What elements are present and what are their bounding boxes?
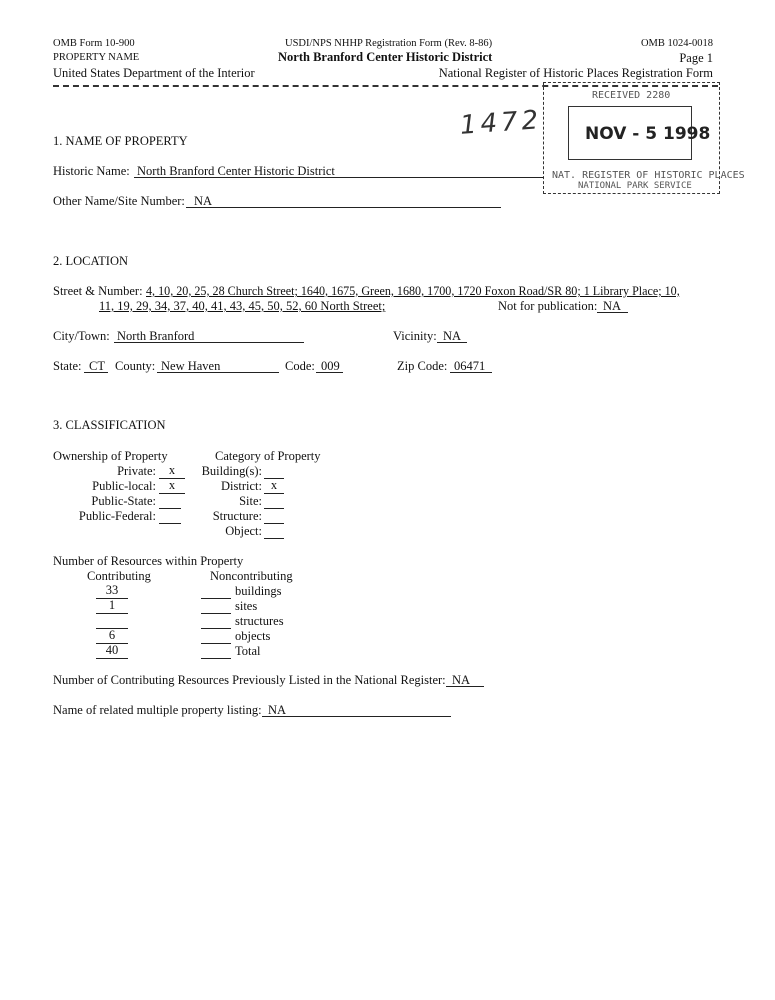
omb-form-number: OMB Form 10-900 bbox=[53, 38, 135, 49]
not-for-publication-line bbox=[597, 312, 628, 313]
state-value: CT bbox=[89, 359, 105, 373]
resource-type-sites: sites bbox=[235, 599, 258, 613]
street-line2: 11, 19, 29, 34, 37, 40, 41, 43, 45, 50, 52, 60 North Street; bbox=[99, 299, 386, 313]
resource-contributing-buildings: 33 bbox=[96, 584, 128, 599]
city-line bbox=[114, 342, 304, 343]
category-value-structure bbox=[264, 509, 284, 524]
resource-noncontributing-buildings bbox=[201, 584, 231, 599]
county-line bbox=[157, 372, 279, 373]
department-label: United States Department of the Interior bbox=[53, 66, 255, 80]
zip-value: 06471 bbox=[454, 359, 486, 373]
state-label: State: bbox=[53, 359, 82, 373]
resource-noncontributing-total bbox=[201, 644, 231, 659]
omb-control-number: OMB 1024-0018 bbox=[640, 38, 713, 49]
previously-listed-value: NA bbox=[452, 673, 471, 687]
code-line bbox=[316, 372, 343, 373]
other-name-value: NA bbox=[194, 194, 213, 208]
county-label: County: bbox=[115, 359, 156, 373]
resource-contributing-structures bbox=[96, 614, 128, 629]
resource-type-buildings: buildings bbox=[235, 584, 282, 598]
page-number: Page 1 bbox=[679, 51, 713, 65]
stamp-received: RECEIVED 2280 bbox=[592, 90, 671, 101]
section1-heading: 1. NAME OF PROPERTY bbox=[53, 134, 188, 148]
not-for-publication-label: Not for publication: bbox=[498, 299, 598, 313]
ownership-value-public-state bbox=[159, 494, 181, 509]
stamp-line2: NATIONAL PARK SERVICE bbox=[578, 181, 692, 191]
code-label: Code: bbox=[285, 359, 315, 373]
category-label-district: District: bbox=[221, 479, 262, 493]
resource-contributing-total: 40 bbox=[96, 644, 128, 659]
handwritten-number: 1472 bbox=[459, 105, 544, 141]
district-title: North Branford Center Historic District bbox=[278, 50, 493, 64]
section2-heading: 2. LOCATION bbox=[53, 254, 128, 268]
resource-contributing-sites: 1 bbox=[96, 599, 128, 614]
category-heading: Category of Property bbox=[215, 449, 321, 463]
city-value: North Branford bbox=[117, 329, 195, 343]
street-line1: 4, 10, 20, 25, 28 Church Street; 1640, 1675, Green, 1680, 1700, 1720 Foxon Road/SR 80; 1 Library Place; 10, bbox=[146, 284, 680, 298]
ownership-label-public-federal: Public-Federal: bbox=[78, 509, 156, 523]
resource-type-total: Total bbox=[235, 644, 261, 658]
vicinity-label: Vicinity: bbox=[393, 329, 437, 343]
category-label-object: Object: bbox=[225, 524, 262, 538]
code-value: 009 bbox=[321, 359, 340, 373]
ownership-label-public-local: Public-local: bbox=[92, 479, 156, 493]
ownership-value-public-local: x bbox=[159, 479, 185, 494]
stamp-line1: NAT. REGISTER OF HISTORIC PLACES bbox=[552, 170, 745, 181]
vicinity-value: NA bbox=[443, 329, 462, 343]
vicinity-line bbox=[437, 342, 467, 343]
resource-type-objects: objects bbox=[235, 629, 271, 643]
previously-listed-label: Number of Contributing Resources Previously Listed in the National Register: bbox=[53, 673, 446, 687]
city-label: City/Town: bbox=[53, 329, 110, 343]
related-listing-value: NA bbox=[268, 703, 287, 717]
ownership-label-private: Private: bbox=[117, 464, 156, 478]
historic-name-label: Historic Name: bbox=[53, 164, 130, 178]
resource-noncontributing-objects bbox=[201, 629, 231, 644]
related-listing-line bbox=[262, 716, 451, 717]
other-name-line bbox=[186, 207, 501, 208]
register-form-label: National Register of Historic Places Registration Form bbox=[438, 66, 713, 80]
resource-type-structures: structures bbox=[235, 614, 284, 628]
previously-listed-line bbox=[446, 686, 484, 687]
stamp-date: NOV - 5 1998 bbox=[585, 124, 711, 144]
category-label-site: Site: bbox=[239, 494, 262, 508]
historic-name-line bbox=[134, 177, 544, 178]
noncontributing-heading: Noncontributing bbox=[210, 569, 293, 583]
state-line bbox=[84, 372, 108, 373]
resource-noncontributing-sites bbox=[201, 599, 231, 614]
ownership-label-public-state: Public-State: bbox=[91, 494, 156, 508]
category-value-building bbox=[264, 464, 284, 479]
contributing-heading: Contributing bbox=[87, 569, 151, 583]
property-name-label: PROPERTY NAME bbox=[53, 52, 140, 63]
category-label-building: Building(s): bbox=[201, 464, 262, 478]
related-listing-label: Name of related multiple property listing: bbox=[53, 703, 262, 717]
category-value-district: x bbox=[264, 479, 284, 494]
county-value: New Haven bbox=[161, 359, 221, 373]
ownership-value-public-federal bbox=[159, 509, 181, 524]
category-value-site bbox=[264, 494, 284, 509]
resource-contributing-objects: 6 bbox=[96, 629, 128, 644]
not-for-publication-value: NA bbox=[603, 299, 622, 313]
resources-heading: Number of Resources within Property bbox=[53, 554, 244, 568]
resource-noncontributing-structures bbox=[201, 614, 231, 629]
historic-name-value: North Branford Center Historic District bbox=[137, 164, 335, 178]
category-label-structure: Structure: bbox=[212, 509, 262, 523]
street-label: Street & Number: bbox=[53, 284, 143, 298]
category-value-object bbox=[264, 524, 284, 539]
usdi-form-label: USDI/NPS NHHP Registration Form (Rev. 8-86) bbox=[285, 38, 493, 49]
ownership-value-private: x bbox=[159, 464, 185, 479]
zip-line bbox=[450, 372, 492, 373]
section3-heading: 3. CLASSIFICATION bbox=[53, 418, 166, 432]
zip-label: Zip Code: bbox=[397, 359, 448, 373]
other-name-label: Other Name/Site Number: bbox=[53, 194, 185, 208]
ownership-heading: Ownership of Property bbox=[53, 449, 168, 463]
